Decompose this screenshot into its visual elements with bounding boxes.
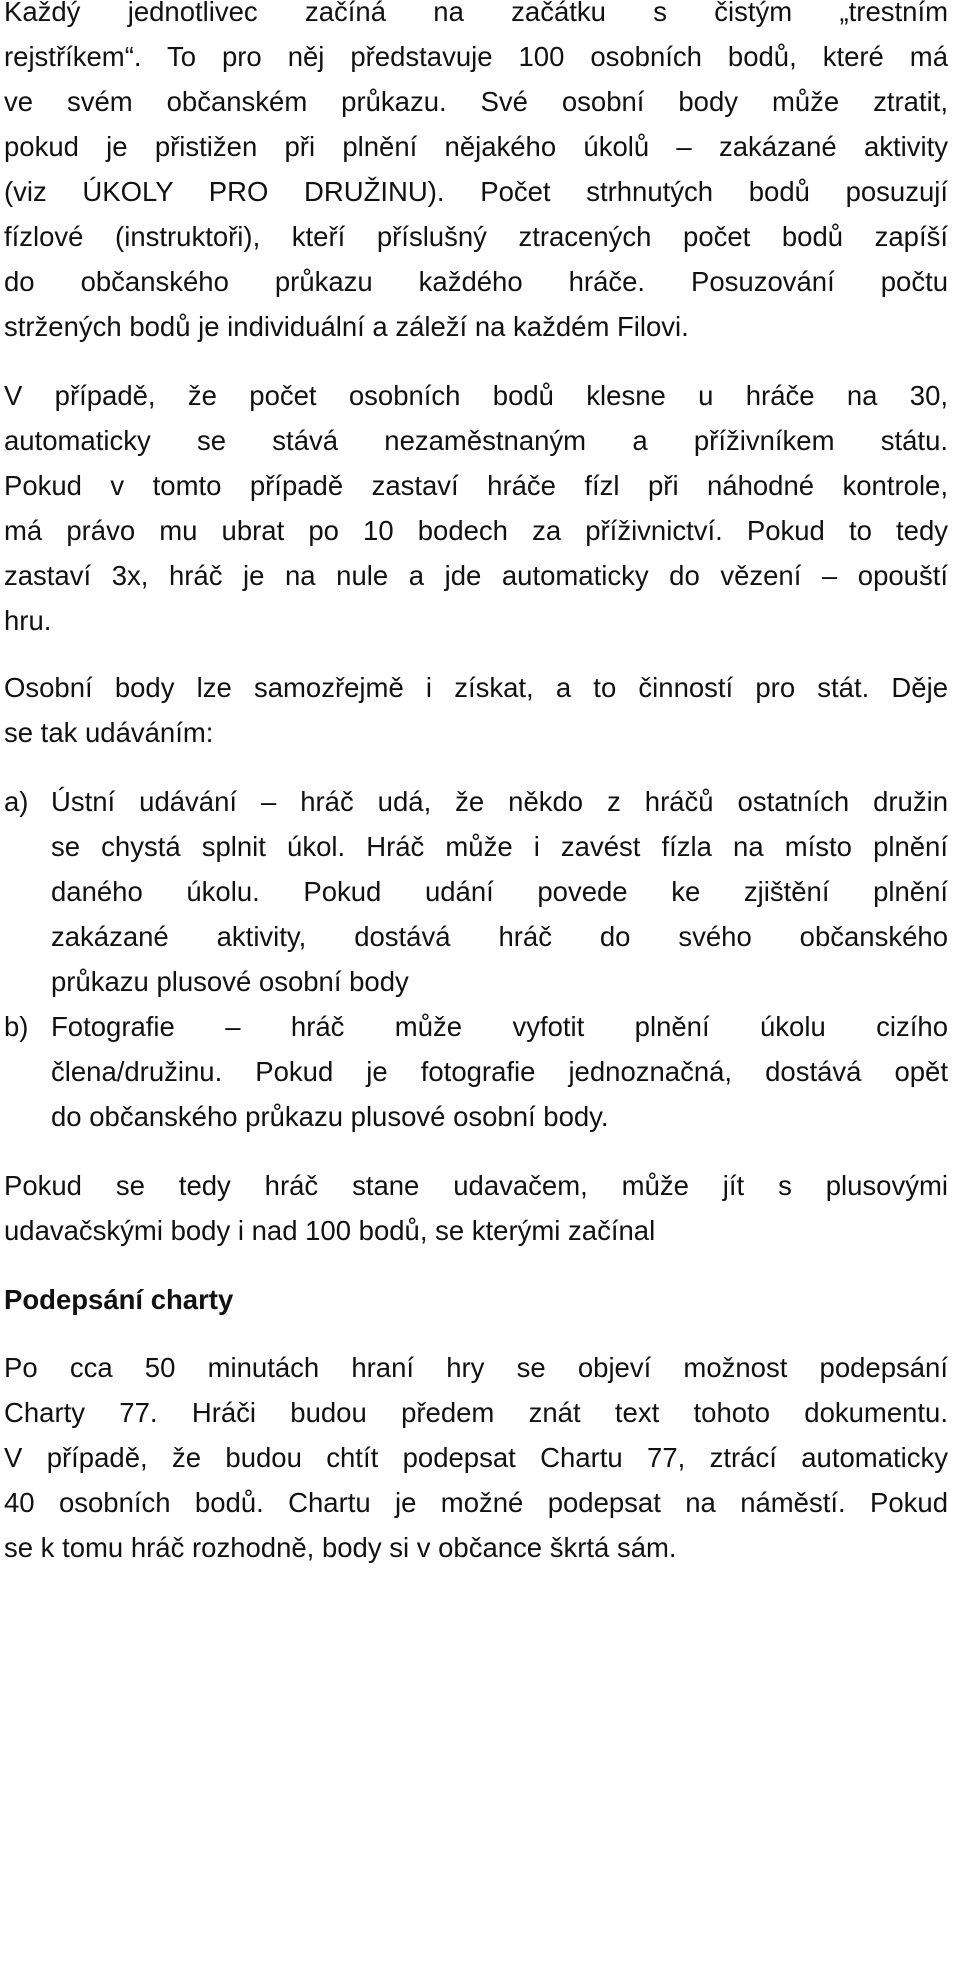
text-line: Fotografie – hráč může vyfotit plnění úkolu cizího [51,1011,948,1042]
text-line: V případě, že počet osobních bodů klesne u hráče na 30, [4,380,948,411]
text-line: se chystá splnit úkol. Hráč může i zavést fízla na místo plnění [51,831,948,862]
text-line: Po cca 50 minutách hraní hry se objeví možnost podepsání [4,1352,948,1383]
text-line: pokud je přistižen při plnění nějakého úkolů – zakázané aktivity [4,131,948,162]
text-line: Každý jednotlivec začíná na začátku s čistým „trestním [4,0,948,27]
text-line: daného úkolu. Pokud udání povede ke zjištění plnění [51,876,948,907]
text-line: ve svém občanském průkazu. Své osobní body může ztratit, [4,86,948,117]
text-line: má právo mu ubrat po 10 bodech za příživnictví. Pokud to tedy [4,515,948,546]
text-line: Ústní udávání – hráč udá, že někdo z hráčů ostatních družin [51,786,948,817]
text-line: hru. [4,605,52,636]
text-line: do občanského průkazu plusové osobní body. [51,1101,609,1132]
text-line: (viz ÚKOLY PRO DRUŽINU). Počet strhnutých bodů posuzují [4,176,948,207]
text-line: udavačskými body i nad 100 bodů, se kterými začínal [4,1215,656,1246]
list-marker: a) [4,786,29,817]
text-line: V případě, že budou chtít podepsat Chartu 77, ztrácí automaticky [4,1442,948,1473]
text-line: zakázané aktivity, dostává hráč do svého občanského [51,921,948,952]
text-line: průkazu plusové osobní body [51,966,409,997]
text-line: Pokud se tedy hráč stane udavačem, může jít s plusovými [4,1170,948,1201]
text-line: se k tomu hráč rozhodně, body si v občance škrtá sám. [4,1532,677,1563]
text-line: do občanského průkazu každého hráče. Posuzování počtu [4,266,948,297]
text-line: rejstříkem“. To pro něj představuje 100 osobních bodů, které má [4,41,948,72]
text-line: zastaví 3x, hráč je na nule a jde automaticky do vězení – opouští [4,560,948,591]
text-line: Osobní body lze samozřejmě i získat, a to činností pro stát. Děje [4,672,948,703]
text-line: 40 osobních bodů. Chartu je možné podepsat na náměstí. Pokud [4,1487,948,1518]
section-heading: Podepsání charty [4,1284,234,1315]
text-line: Pokud v tomto případě zastaví hráče fízl při náhodné kontrole, [4,470,948,501]
text-line: Charty 77. Hráči budou předem znát text tohoto dokumentu. [4,1397,948,1428]
text-line: fízlové (instruktoři), kteří příslušný ztracených počet bodů zapíší [4,221,948,252]
text-line: stržených bodů je individuální a záleží na každém Filovi. [4,311,689,342]
text-line: člena/družinu. Pokud je fotografie jednoznačná, dostává opět [51,1056,948,1087]
text-line: se tak udáváním: [4,717,214,748]
list-marker: b) [4,1011,29,1042]
text-line: automaticky se stává nezaměstnaným a příživníkem státu. [4,425,948,456]
